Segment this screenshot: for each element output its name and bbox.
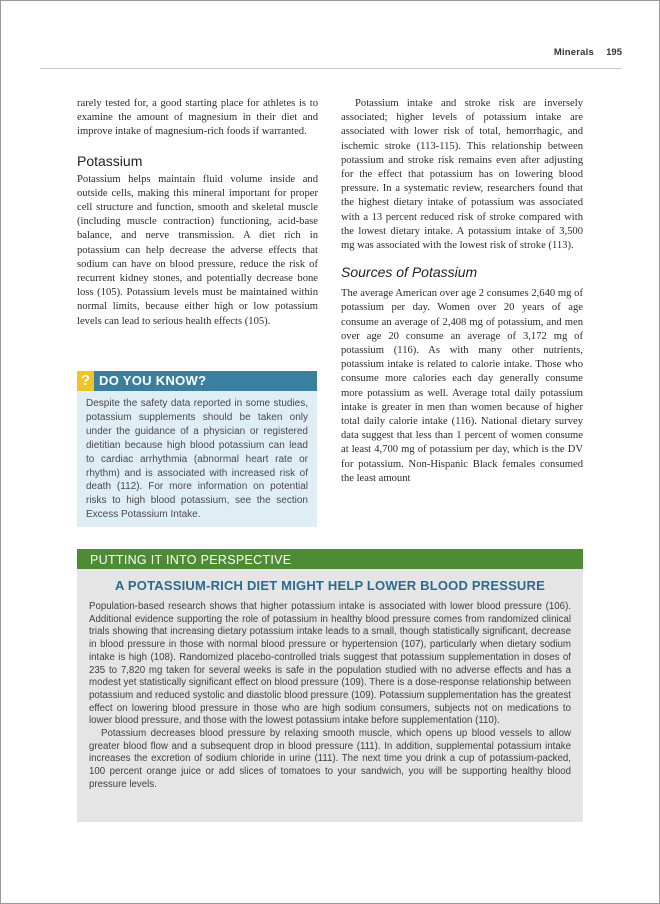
right-column — [341, 97, 583, 486]
do-you-know-header — [77, 371, 317, 391]
perspective-box — [77, 549, 583, 822]
perspective-paragraph-2: Potassium decreases blood pressure by relaxing smooth muscle, which opens up blood vessels to allow greater blood flow and a subsequent drop in blood pressure (111). In addition, supplemental potassium intake increases the excretion of sodium chloride in urine (111). The next time you drink a cup of potassium-packed, 100 percent orange juice or add slices of tomatoes to your sandwich, you will be supporting healthy blood pressure levels. — [89, 728, 571, 790]
running-title: Minerals — [553, 47, 594, 58]
perspective-header — [77, 549, 583, 569]
perspective-label: PUTTING IT INTO PERSPECTIVE — [90, 553, 292, 567]
do-you-know-text: Despite the safety data reported in some studies, potassium supplements should be taken only under the guidance of a physician or registered dietitian because high blood potassium can lead to cardiac arrhythmia (abnormal heart rate or rhythm) and is associated with increased risk of death (112). For more information on potential risks to high blood potassium, see the section Excess Potassium Intake. — [86, 398, 308, 521]
sources-heading: Sources of Potassium — [341, 264, 478, 281]
potassium-heading: Potassium — [77, 152, 143, 169]
stroke-paragraph: Potassium intake and stroke risk are inversely associated; higher levels of potassium intake are associated with lower risk of total, hemorrhagic, and ischemic stroke (113-115). This relationship between potassium and stroke risk remains even after adjusting for the effect that potassium has on lowering blood pressure. In a systematic review, researchers found that the highest dietary intake of potassium was associated with a 13 percent reduced risk of stroke compared with the lowest dietary intake. A potassium intake of 3,500 mg was associated with the lowest risk of stroke (113). — [341, 98, 583, 252]
do-you-know-title: DO YOU KNOW? — [99, 373, 207, 388]
running-head — [40, 40, 622, 69]
sources-paragraph: The average American over age 2 consumes 2,640 mg of potassium per day. Women over 20 years of age consume an average of 2,408 mg of potassium, and men over age 20 consume an average of 3,172 mg of potassium (116). As with many other nutrients, potassium intake is related to calorie intake. Those who consume more calories each day generally consume more potassium as well. Average total daily potassium intake is greater in men than women because of higher total daily calorie intake (116). National dietary survey data suggest that less than 1 percent of women consume at least 4,700 mg of potassium per day, which is the DV for potassium. Non-Hispanic Black females consumed the least amount — [341, 288, 583, 484]
perspective-title: A POTASSIUM-RICH DIET MIGHT HELP LOWER BLOOD PRESSURE — [115, 578, 545, 593]
potassium-paragraph: Potassium helps maintain fluid volume inside and outside cells, making this mineral important for proper cell structure and function, smooth and skeletal muscle (including muscle contraction) functioning, acid-base balance, and nerve transmission. A diet rich in potassium can help decrease the adverse effects that sodium can have on blood pressure, reduce the risk of recurrent kidney stones, and potentially decrease bone loss (105). Potassium levels must be maintained within normal limits, because either high or low potassium levels can lead to serious health effects (105). — [77, 173, 318, 327]
intro-paragraph: rarely tested for, a good starting place for athletes is to examine the amount of magnesium in their diet and improve intake of magnesium-rich foods if warranted. — [77, 98, 318, 138]
do-you-know-box — [77, 371, 317, 527]
left-column — [77, 97, 318, 329]
question-mark-icon: ? — [77, 371, 94, 391]
perspective-paragraph-1: Population-based research shows that higher potassium intake is associated with lower blood pressure (106). Additional evidence supporting the role of potassium in healthy blood pressure comes from randomized clinical trials showing that increasing dietary potassium intake leads to a small, though statistically significant, decrease in blood pressure in those with normal blood pressure or hypertension (107), particularly when dietary sodium intake is high (108). Randomized placebo-controlled trials suggest that potassium supplementation in doses of 235 to 7,820 mg taken for several weeks is safe in the population studied with no adverse effects and has a modest yet statistically significant effect on blood pressure (109). There is a dose-response relationship between potassium and reduced systolic and diastolic blood pressure (109). Potassium supplementation has the greatest effect on lowering blood pressure in those who are high sodium consumers, subjects not on medications to lower blood pressure, and those with the lowest potassium intake before supplementation (110). — [89, 601, 571, 727]
page-number: 195 — [606, 47, 622, 58]
